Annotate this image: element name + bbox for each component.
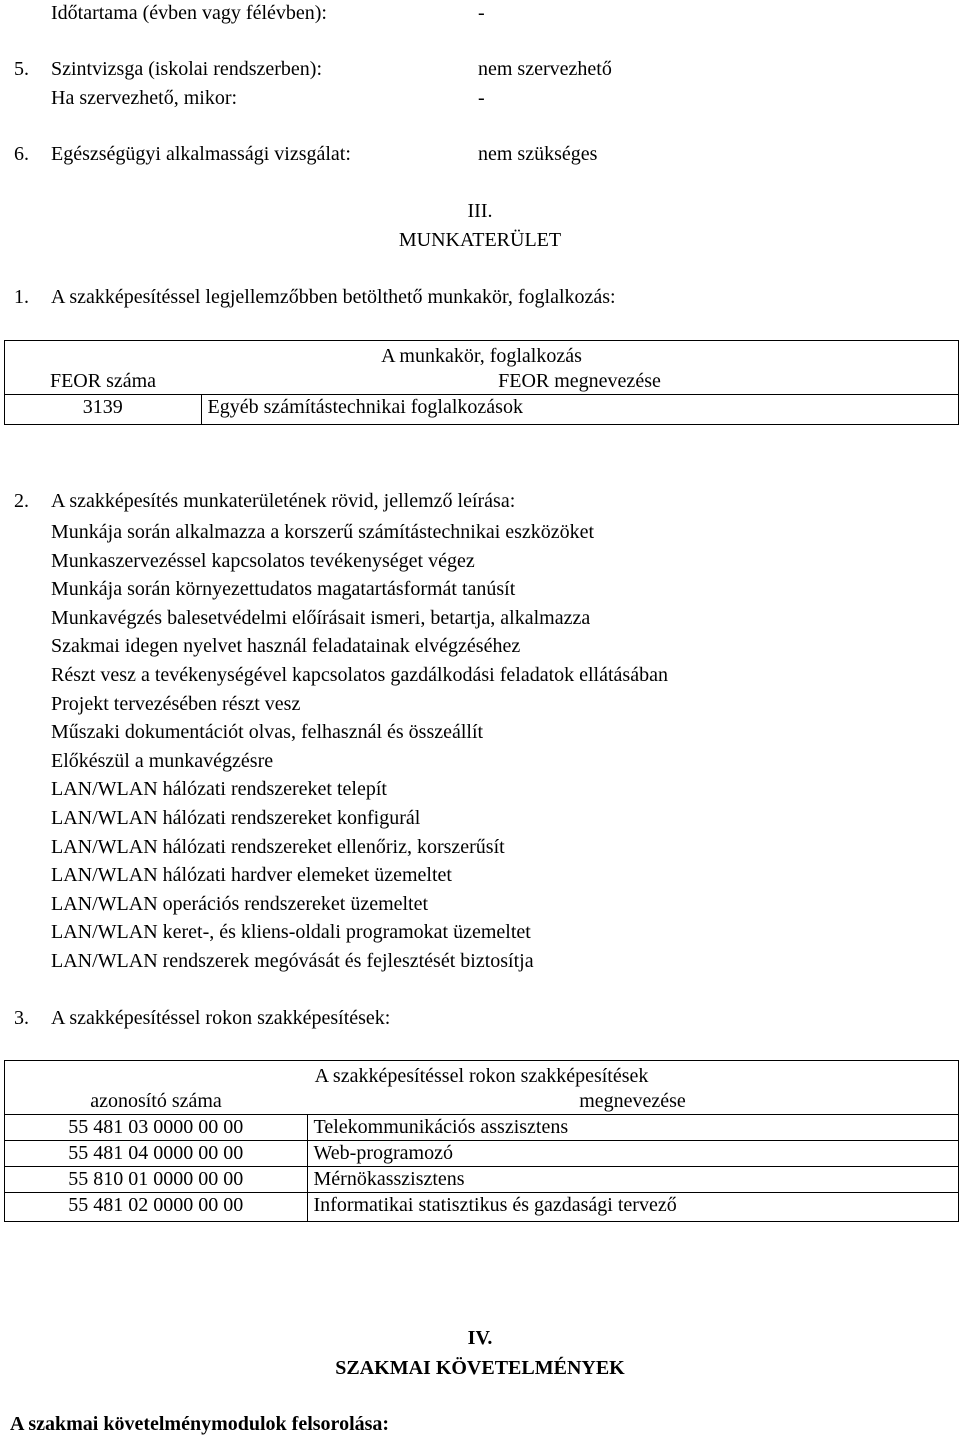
related-name-header: megnevezése: [307, 1089, 959, 1115]
q2-number: 2.: [14, 490, 29, 512]
list-item: Műszaki dokumentációt olvas, felhasznál és összeállít: [51, 721, 484, 744]
feor-code-cell: 3139: [5, 395, 202, 425]
item5b-label: Ha szervezhető, mikor:: [51, 87, 238, 109]
item6-value: nem szükséges: [478, 143, 598, 165]
table-row: [5, 395, 959, 425]
related-id-cell: 55 481 02 0000 00 00: [5, 1193, 308, 1222]
related-name-cell: Mérnökasszisztens: [307, 1167, 959, 1193]
section3-roman: III.: [467, 200, 493, 222]
related-qualifications-table: [4, 1060, 959, 1222]
related-id-cell: 55 810 01 0000 00 00: [5, 1167, 308, 1193]
table-row: [5, 1193, 959, 1222]
list-item: Munkaszervezéssel kapcsolatos tevékenységet végez: [51, 549, 475, 572]
list-item: LAN/WLAN keret-, és kliens-oldali programokat üzemeltet: [51, 921, 531, 944]
related-id-cell: 55 481 03 0000 00 00: [5, 1115, 308, 1141]
section4-title: SZAKMAI KÖVETELMÉNYEK: [335, 1357, 625, 1379]
section4-roman: IV.: [467, 1327, 493, 1349]
related-name-cell: Web-programozó: [307, 1141, 959, 1167]
item6-label: Egészségügyi alkalmassági vizsgálat:: [51, 143, 351, 165]
requirement-modules-heading: A szakmai követelménymodulok felsorolása:: [10, 1413, 390, 1435]
q2-text: A szakképesítés munkaterületének rövid, jellemző leírása:: [51, 490, 516, 512]
list-item: Előkészül a munkavégzésre: [51, 749, 274, 772]
q3-number: 3.: [14, 1007, 29, 1029]
list-item: Munkája során környezettudatos magatartásformát tanúsít: [51, 578, 516, 601]
q1-number: 1.: [14, 286, 29, 308]
list-item: Részt vesz a tevékenységével kapcsolatos gazdálkodási feladatok ellátásában: [51, 663, 668, 686]
related-id-header: azonosító száma: [5, 1089, 308, 1115]
feor-code-header: FEOR száma: [5, 369, 202, 395]
list-item: LAN/WLAN hálózati hardver elemeket üzemeltet: [51, 864, 452, 887]
list-item: LAN/WLAN operációs rendszereket üzemeltet: [51, 892, 429, 915]
q3-text: A szakképesítéssel rokon szakképesítések:: [51, 1007, 391, 1029]
list-item: Szakmai idegen nyelvet használ feladatainak elvégzéséhez: [51, 635, 521, 658]
feor-table-header: A munkakör, foglalkozás: [5, 341, 959, 370]
table-row: [5, 1115, 959, 1141]
work-area-list: [51, 518, 668, 976]
related-table-header: A szakképesítéssel rokon szakképesítések: [5, 1061, 959, 1090]
table-row: [5, 1167, 959, 1193]
list-item: LAN/WLAN hálózati rendszereket konfigurál: [51, 806, 421, 829]
duration-label: Időtartama (évben vagy félévben):: [51, 2, 327, 24]
section3-title: MUNKATERÜLET: [398, 229, 562, 251]
related-name-cell: Telekommunikációs asszisztens: [307, 1115, 959, 1141]
list-item: Munkája során alkalmazza a korszerű számítástechnikai eszközöket: [51, 521, 595, 543]
item5b-value: -: [478, 87, 485, 109]
feor-name-header: FEOR megnevezése: [201, 369, 959, 395]
feor-name-cell: Egyéb számítástechnikai foglalkozások: [201, 395, 959, 425]
feor-table: [4, 340, 959, 425]
list-item: Projekt tervezésében részt vesz: [51, 692, 301, 715]
item6-number: 6.: [14, 143, 29, 165]
related-id-cell: 55 481 04 0000 00 00: [5, 1141, 308, 1167]
q1-text: A szakképesítéssel legjellemzőbben betölthető munkakör, foglalkozás:: [51, 286, 616, 308]
list-item: LAN/WLAN hálózati rendszereket ellenőriz, korszerűsít: [51, 835, 505, 858]
item5-number: 5.: [14, 58, 29, 80]
list-item: LAN/WLAN rendszerek megóvását és fejlesztését biztosítja: [51, 949, 534, 972]
item5-value: nem szervezhető: [478, 58, 612, 80]
item5-label: Szintvizsga (iskolai rendszerben):: [51, 58, 323, 80]
list-item: Munkavégzés balesetvédelmi előírásait ismeri, betartja, alkalmazza: [51, 606, 591, 629]
list-item: LAN/WLAN hálózati rendszereket telepít: [51, 778, 387, 801]
duration-value: -: [478, 2, 485, 24]
related-name-cell: Informatikai statisztikus és gazdasági tervező: [307, 1193, 959, 1222]
table-row: [5, 1141, 959, 1167]
